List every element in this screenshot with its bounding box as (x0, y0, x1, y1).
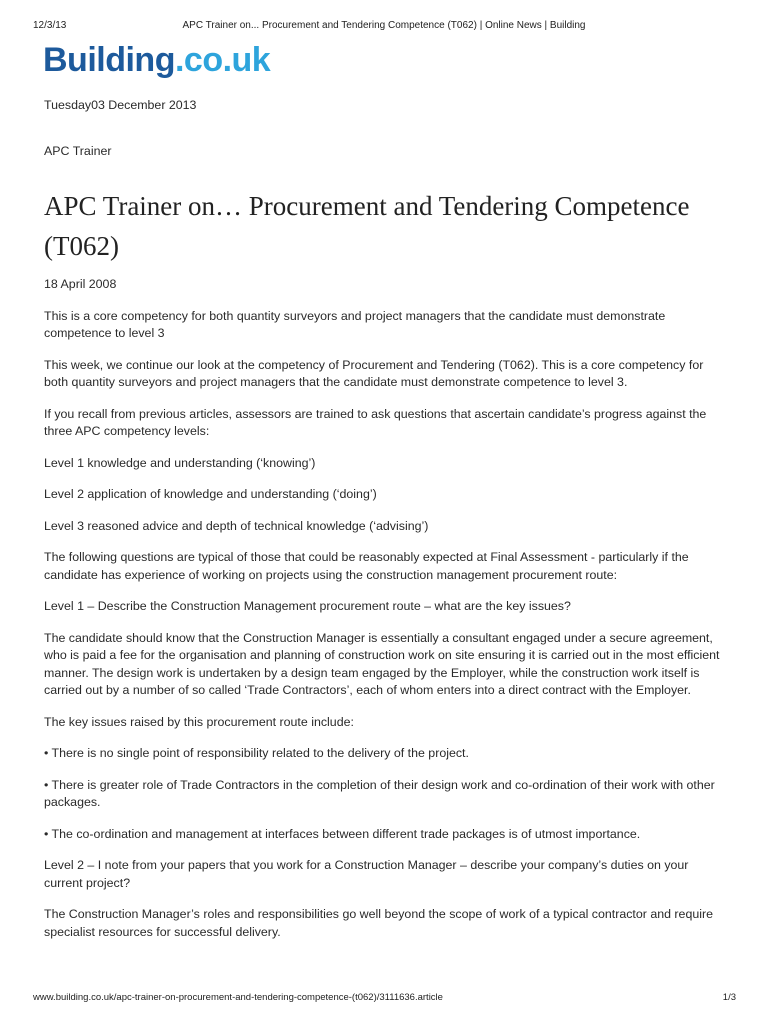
print-page-title: APC Trainer on... Procurement and Tendering Competence (T062) | Online News | Building (182, 20, 586, 31)
bullet-item: • The co-ordination and management at interfaces between different trade packages is of utmost importance. (44, 826, 641, 841)
print-header (0, 19, 768, 33)
paragraph-level-1: Level 1 knowledge and understanding (‘knowing’) (44, 455, 316, 470)
section-label: APC Trainer (44, 143, 112, 158)
paragraph: The Construction Manager’s roles and responsibilities go well beyond the scope of work of a typical contractor and require specialist resources for successful delivery. (44, 907, 713, 939)
print-url: www.building.co.uk/apc-trainer-on-procurement-and-tendering-competence-(t062)/3111636.article (33, 992, 443, 1003)
paragraph: The candidate should know that the Construction Manager is essentially a consultant engaged under a secure agreement, who is paid a fee for the organisation and planning of construction work on site ensuring it is carried out in the most efficient manner. The design work is undertaken by a design team engaged by the Employer, while the construction work itself is carried out by a number of so called ‘Trade Contractors’, each of whom enters into a direct contract with the Employer. (44, 630, 720, 697)
bullet-item: • There is greater role of Trade Contractors in the completion of their design work and co-ordination of their work with other packages. (44, 777, 715, 809)
bullet-item: • There is no single point of responsibility related to the delivery of the project. (44, 746, 469, 760)
article-content (44, 97, 728, 955)
building-logo[interactable] (43, 40, 270, 80)
paragraph-question-2: Level 2 – I note from your papers that you work for a Construction Manager – describe your company’s duties on your current project? (44, 858, 689, 890)
page-number: 1/3 (722, 992, 736, 1003)
print-footer (0, 991, 768, 1005)
issue-date: Tuesday03 December 2013 (44, 98, 197, 112)
print-date: 12/3/13 (33, 20, 67, 31)
paragraph-level-3: Level 3 reasoned advice and depth of technical knowledge (‘advising’) (44, 518, 429, 533)
article-title: APC Trainer on… Procurement and Tendering Competence (T062) (44, 191, 690, 261)
paragraph: The following questions are typical of those that could be reasonably expected at Final Assessment - particularly if the candidate has experience of working on projects using the construction management procurement route: (44, 550, 689, 582)
logo-text-building: Building (43, 41, 175, 79)
paragraph: The key issues raised by this procurement route include: (44, 714, 354, 729)
article-date: 18 April 2008 (44, 277, 117, 291)
paragraph-standfirst: This is a core competency for both quantity surveyors and project managers that the candidate must demonstrate competence to level 3 (44, 308, 666, 340)
logo-text-domain: .co.uk (174, 41, 271, 79)
paragraph: If you recall from previous articles, assessors are trained to ask questions that ascertain candidate’s progress against the three APC competency levels: (44, 406, 707, 438)
paragraph-level-2: Level 2 application of knowledge and understanding (‘doing’) (44, 487, 377, 501)
paragraph-question-1: Level 1 – Describe the Construction Management procurement route – what are the key issues? (44, 599, 571, 613)
paragraph: This week, we continue our look at the competency of Procurement and Tendering (T062). This is a core competency for both quantity surveyors and project managers that the candidate must demonstrate competence to level 3. (44, 357, 704, 389)
